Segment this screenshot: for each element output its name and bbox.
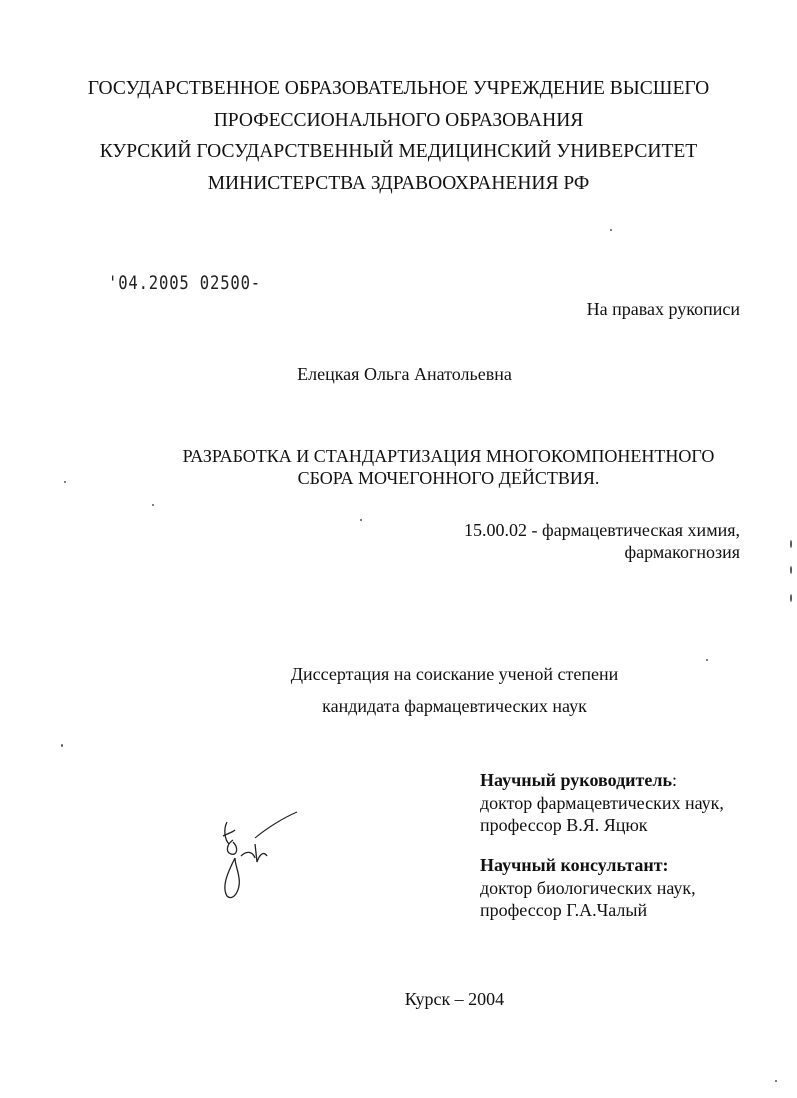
supervisor-name: профессор В.Я. Яцюк bbox=[480, 815, 648, 835]
scan-speck bbox=[790, 540, 792, 548]
scan-speck bbox=[790, 566, 792, 574]
supervisor-label: Научный руководитель bbox=[480, 770, 672, 790]
scan-speck bbox=[790, 594, 792, 602]
supervisor-degree: доктор фармацевтических наук, bbox=[480, 793, 724, 813]
scan-speck bbox=[360, 519, 362, 521]
consultant-degree: доктор биологических наук, bbox=[480, 878, 696, 898]
title-line-2: СБОРА МОЧЕГОННОГО ДЕЙСТВИЯ. bbox=[297, 468, 600, 488]
supervisor-heading bbox=[480, 770, 677, 791]
scan-speck bbox=[775, 1080, 777, 1082]
scan-speck bbox=[610, 229, 612, 231]
scan-speck bbox=[64, 481, 66, 483]
archive-stamp-number: '04.2005 02500- bbox=[108, 272, 262, 294]
header-line-2: ПРОФЕССИОНАЛЬНОГО ОБРАЗОВАНИЯ bbox=[213, 110, 584, 131]
author-name: Елецкая Ольга Анатольевна bbox=[297, 364, 512, 384]
scan-speck bbox=[152, 504, 154, 506]
degree-line-1: Диссертация на соискание ученой степени bbox=[290, 664, 619, 684]
specialty-line-2: фармакогнозия bbox=[624, 542, 740, 562]
header-line-1: ГОСУДАРСТВЕННОЕ ОБРАЗОВАТЕЛЬНОЕ УЧРЕЖДЕНИЕ ВЫСШЕГО bbox=[87, 78, 710, 99]
scan-speck bbox=[706, 659, 708, 661]
supervisor-colon: : bbox=[672, 770, 678, 790]
specialty-line-1: 15.00.02 - фармацевтическая химия, bbox=[464, 520, 740, 540]
handwritten-signature bbox=[205, 800, 315, 910]
degree-line-2: кандидата фармацевтических наук bbox=[322, 696, 587, 716]
consultant-label: Научный консультант: bbox=[480, 855, 669, 875]
header-line-3: КУРСКИЙ ГОСУДАРСТВЕННЫЙ МЕДИЦИНСКИЙ УНИВЕРСИТЕТ bbox=[99, 141, 698, 162]
header-line-4: МИНИСТЕРСТВА ЗДРАВООХРАНЕНИЯ РФ bbox=[207, 173, 590, 194]
consultant-name: профессор Г.А.Чалый bbox=[480, 900, 648, 920]
footer-city-year: Курск – 2004 bbox=[404, 989, 505, 1009]
manuscript-note: На правах рукописи bbox=[586, 299, 740, 319]
scan-speck bbox=[61, 744, 63, 747]
title-line-1: РАЗРАБОТКА И СТАНДАРТИЗАЦИЯ МНОГОКОМПОНЕНТНОГО bbox=[182, 446, 715, 466]
